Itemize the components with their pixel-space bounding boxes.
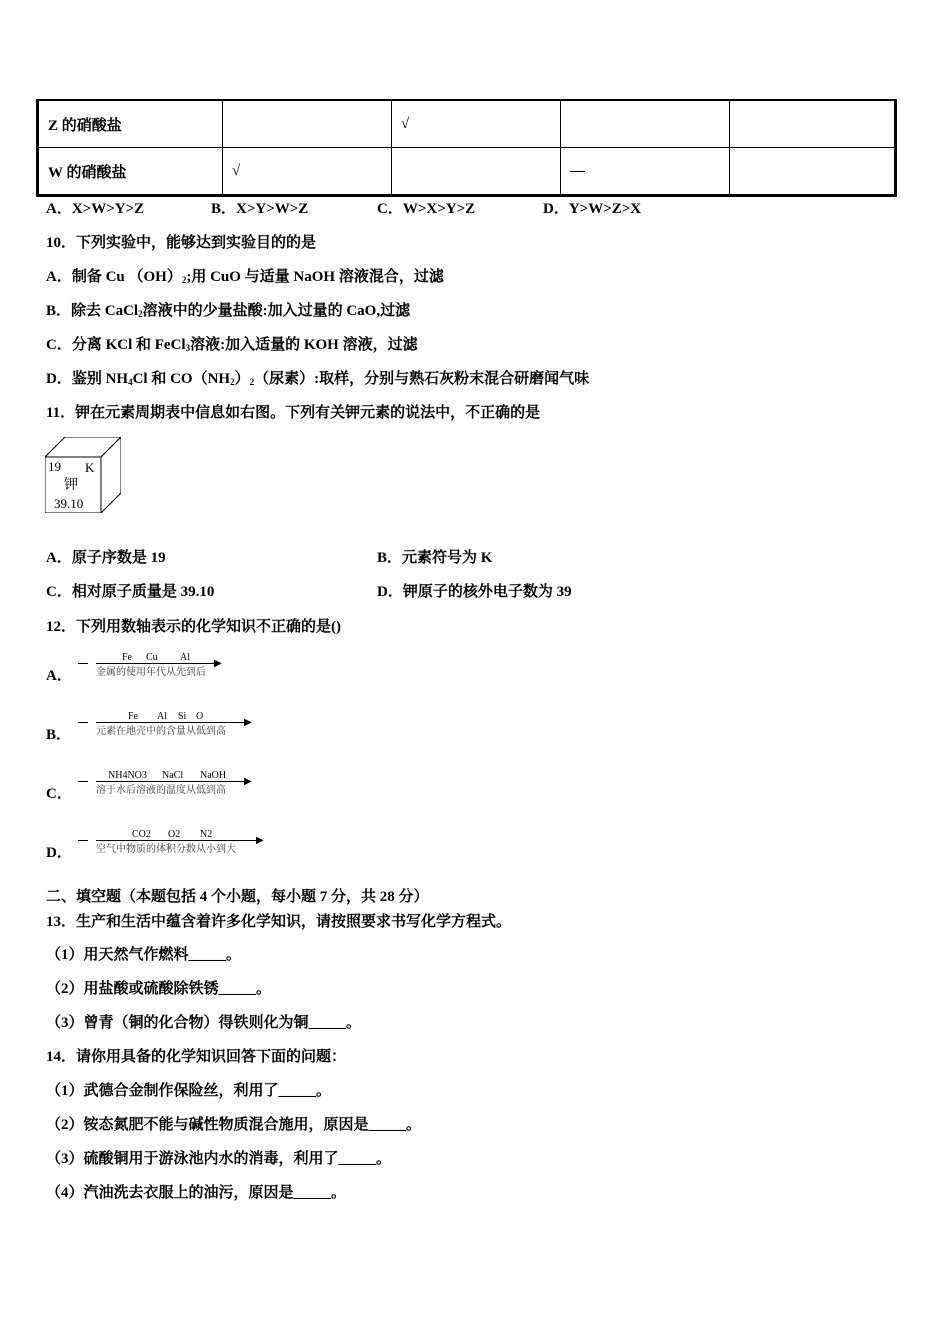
axis-item: Al bbox=[157, 711, 167, 722]
axis-item: Si bbox=[178, 711, 187, 722]
q10-stem: 10．下列实验中，能够达到实验目的的是 bbox=[46, 235, 317, 251]
subscript: 2 bbox=[138, 309, 143, 319]
row-label: W 的硝酸盐 bbox=[38, 148, 223, 196]
table-cell: — bbox=[561, 148, 730, 196]
axis-caption: 溶于水后溶液的温度从低到高 bbox=[96, 785, 226, 796]
q10-a-text: A．制备 Cu （OH） bbox=[46, 269, 182, 285]
q9-option-d: D．Y>W>Z>X bbox=[543, 201, 642, 217]
q13-part-1: （1）用天然气作燃料_____。 bbox=[46, 947, 242, 963]
subscript: 4 bbox=[128, 377, 133, 387]
table-cell bbox=[392, 148, 561, 196]
arrow-icon: ▶ bbox=[256, 835, 264, 846]
q10-b-text: B．除去 CaCl bbox=[46, 303, 139, 319]
axis-item: O bbox=[196, 711, 204, 722]
subscript: 2 bbox=[181, 275, 187, 285]
q13-stem: 13．生产和生活中蕴含着许多化学知识，请按照要求书写化学方程式。 bbox=[46, 914, 512, 930]
axis-item: N2 bbox=[200, 829, 213, 840]
q13-part-2: （2）用盐酸或硫酸除铁锈_____。 bbox=[46, 981, 272, 997]
section-2-title: 二、填空题（本题包括 4 个小题，每小题 7 分，共 28 分） bbox=[46, 889, 429, 905]
q11-option-d: D．钾原子的核外电子数为 39 bbox=[377, 584, 572, 600]
axis-item: Fe bbox=[128, 711, 138, 722]
subscript: 2 bbox=[230, 377, 235, 387]
table-cell bbox=[730, 148, 896, 196]
q14-stem: 14．请你用具备的化学知识回答下面的问题： bbox=[46, 1049, 347, 1065]
row-label: Z 的硝酸盐 bbox=[38, 100, 223, 148]
q14-part-3: （3）硫酸铜用于游泳池内水的消毒，利用了_____。 bbox=[46, 1151, 392, 1167]
table-cell bbox=[561, 100, 730, 148]
axis-item: NH4NO3 bbox=[108, 770, 147, 781]
q10-d-text: D．鉴别 NH bbox=[46, 371, 129, 387]
q10-b-text-2: 溶液中的少量盐酸:加入过量的 CaO,过滤 bbox=[142, 303, 411, 319]
q9-option-c: C．W>X>Y>Z bbox=[377, 201, 476, 217]
tile-number: 19 bbox=[48, 459, 61, 474]
axis-item: Cu bbox=[146, 652, 158, 663]
element-tile-potassium bbox=[45, 437, 121, 513]
q12-option-c-label: C． bbox=[46, 786, 72, 802]
subscript: 3 bbox=[185, 343, 191, 353]
q12-option-d-label: D． bbox=[46, 845, 72, 861]
axis-item: CO2 bbox=[132, 829, 151, 840]
arrow-icon: ▶ bbox=[244, 776, 252, 787]
subscript: 2 bbox=[249, 377, 255, 387]
table-cell bbox=[730, 100, 896, 148]
tile-mass: 39.10 bbox=[54, 496, 84, 511]
q12-option-b-label: B． bbox=[46, 727, 72, 743]
q14-part-4: （4）汽油洗去衣服上的油污，原因是_____。 bbox=[46, 1185, 347, 1201]
q11-option-c: C．相对原子质量是 39.10 bbox=[46, 584, 215, 600]
axis-item: NaCl bbox=[162, 770, 184, 781]
number-line-c bbox=[78, 770, 268, 796]
q10-option-d bbox=[46, 369, 589, 392]
element-tile-icon bbox=[45, 437, 121, 513]
q10-option-c bbox=[46, 335, 418, 358]
q10-d-text-4: （尿素）:取样，分别与熟石灰粉末混合研磨闻气味 bbox=[254, 371, 590, 387]
table-cell: √ bbox=[392, 100, 561, 148]
q10-d-text-2: Cl 和 CO（NH bbox=[132, 371, 231, 387]
q12-stem: 12．下列用数轴表示的化学知识不正确的是() bbox=[46, 619, 341, 635]
axis-caption: 空气中物质的体积分数从小到大 bbox=[96, 844, 236, 855]
q11-option-a: A．原子序数是 19 bbox=[46, 550, 166, 566]
axis-item: Al bbox=[180, 652, 190, 663]
table-row bbox=[38, 100, 896, 148]
axis-item: NaOH bbox=[200, 770, 227, 781]
number-line-b bbox=[78, 711, 268, 737]
q14-part-1: （1）武德合金制作保险丝，利用了_____。 bbox=[46, 1083, 332, 1099]
axis-segment bbox=[78, 840, 88, 841]
nitrate-table bbox=[36, 99, 897, 197]
q10-c-text: C．分离 KCl 和 FeCl bbox=[46, 337, 186, 353]
q12-option-a-label: A． bbox=[46, 668, 72, 684]
q9-option-b: B．X>Y>W>Z bbox=[211, 201, 309, 217]
q11-stem: 11．钾在元素周期表中信息如右图。下列有关钾元素的说法中，不正确的是 bbox=[46, 405, 541, 421]
axis-caption: 金属的使用年代从先到后 bbox=[96, 667, 206, 678]
q13-part-3: （3）曾青（铜的化合物）得铁则化为铜_____。 bbox=[46, 1015, 362, 1031]
axis-caption: 元素在地壳中的含量从低到高 bbox=[96, 726, 226, 737]
number-line-d bbox=[78, 829, 278, 855]
q9-option-a: A．X>W>Y>Z bbox=[46, 201, 145, 217]
q10-option-b bbox=[46, 301, 410, 324]
axis-segment bbox=[78, 781, 88, 782]
q10-a-text-2: ;用 CuO 与适量 NaOH 溶液混合，过滤 bbox=[186, 269, 444, 285]
table-cell: √ bbox=[223, 148, 392, 196]
number-line-a bbox=[78, 652, 248, 678]
tile-symbol: K bbox=[85, 460, 95, 475]
q14-part-2: （2）铵态氮肥不能与碱性物质混合施用，原因是_____。 bbox=[46, 1117, 422, 1133]
tile-name: 钾 bbox=[64, 477, 78, 493]
axis-segment bbox=[78, 663, 88, 664]
q10-option-a bbox=[46, 267, 444, 290]
table-cell bbox=[223, 100, 392, 148]
q11-option-b: B．元素符号为 K bbox=[377, 550, 493, 566]
axis-segment bbox=[78, 722, 88, 723]
q10-d-text-3: ） bbox=[234, 371, 250, 387]
axis-item: Fe bbox=[122, 652, 132, 663]
q10-c-text-2: 溶液:加入适量的 KOH 溶液，过滤 bbox=[190, 337, 418, 353]
arrow-icon: ▶ bbox=[214, 658, 222, 669]
table-row bbox=[38, 148, 896, 196]
axis-item: O2 bbox=[168, 829, 181, 840]
arrow-icon: ▶ bbox=[244, 717, 252, 728]
